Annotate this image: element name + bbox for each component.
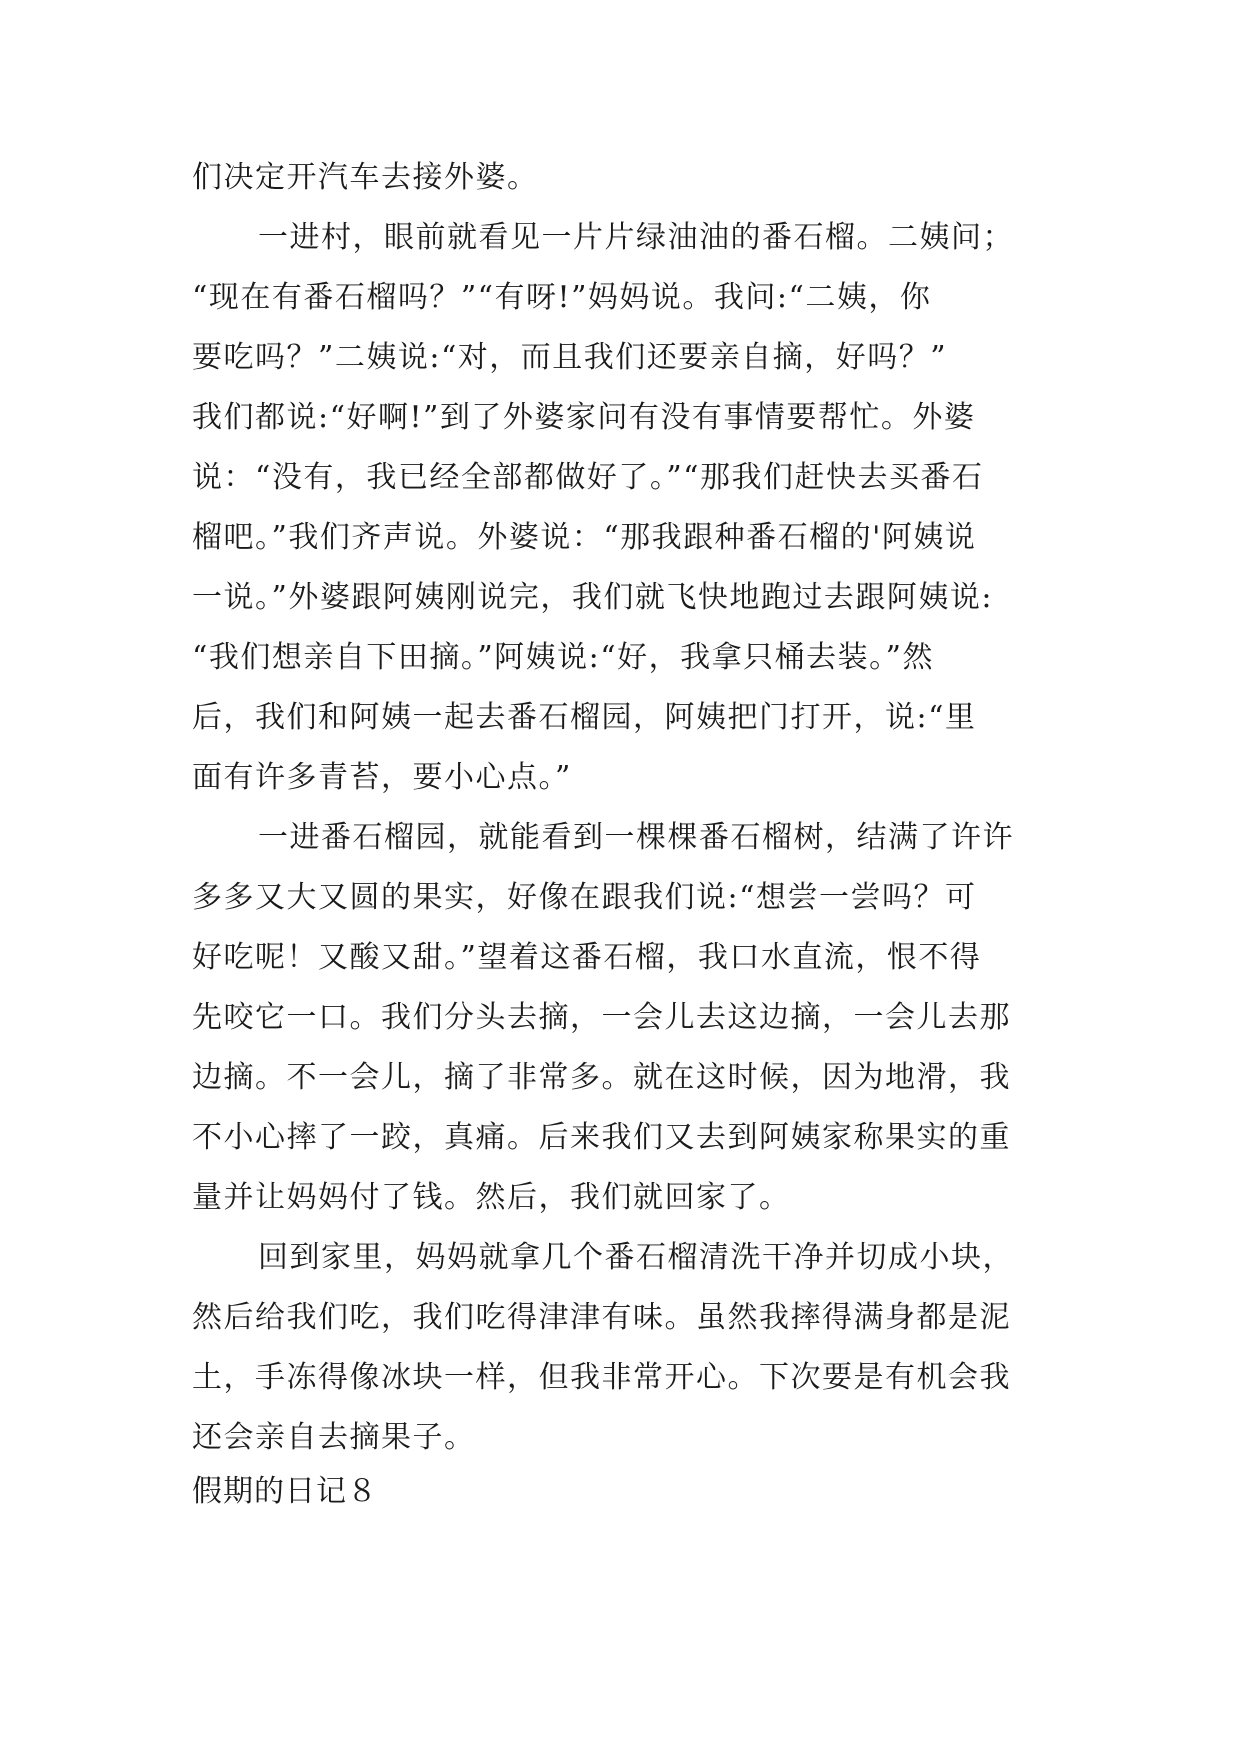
text-line: 土，手冻得像冰块一样，但我非常开心。下次要是有机会我 — [192, 1360, 1011, 1395]
diary-heading: 假期的日记８ — [192, 1474, 378, 1509]
text-line: 们决定开汽车去接外婆。 — [192, 160, 539, 195]
text-line: 然后给我们吃，我们吃得津津有味。虽然我摔得满身都是泥 — [192, 1300, 1011, 1335]
text-line: 好吃呢！又酸又甜。”望着这番石榴，我口水直流，恨不得 — [192, 940, 982, 975]
text-line: “我们想亲自下田摘。”阿姨说:“好，我拿只桶去装。”然 — [192, 640, 934, 675]
text-line: 一进村，眼前就看见一片片绿油油的番石榴。二姨问； — [258, 220, 1014, 255]
text-line: 一进番石榴园，就能看到一棵棵番石榴树，结满了许许 — [258, 820, 1014, 855]
text-line: 先咬它一口。我们分头去摘，一会儿去这边摘，一会儿去那 — [192, 1000, 1011, 1035]
text-line: “现在有番石榴吗？”“有呀!”妈妈说。我问:“二姨，你 — [192, 280, 932, 315]
text-line: 后，我们和阿姨一起去番石榴园，阿姨把门打开，说:“里 — [192, 700, 977, 735]
text-line: 我们都说:“好啊!”到了外婆家问有没有事情要帮忙。外婆 — [192, 400, 976, 435]
text-line: 还会亲自去摘果子。 — [192, 1420, 476, 1455]
text-line: 不小心摔了一跤，真痛。后来我们又去到阿姨家称果实的重 — [192, 1120, 1011, 1155]
text-line: 面有许多青苔，要小心点。” — [192, 760, 572, 795]
text-line: 要吃吗？”二姨说:“对，而且我们还要亲自摘，好吗？” — [192, 340, 948, 375]
text-line: 回到家里，妈妈就拿几个番石榴清洗干净并切成小块， — [258, 1240, 1014, 1275]
text-line: 一说。”外婆跟阿姨刚说完，我们就飞快地跑过去跟阿姨说: — [192, 580, 993, 615]
text-line: 边摘。不一会儿，摘了非常多。就在这时候，因为地滑，我 — [192, 1060, 1011, 1095]
text-line: 量并让妈妈付了钱。然后，我们就回家了。 — [192, 1180, 791, 1215]
text-line: 榴吧。”我们齐声说。外婆说：“那我跟种番石榴的'阿姨说 — [192, 520, 977, 555]
text-line: 说：“没有，我已经全部都做好了。”“那我们赶快去买番石 — [192, 460, 984, 495]
text-line: 多多又大又圆的果实，好像在跟我们说:“想尝一尝吗？可 — [192, 880, 977, 915]
